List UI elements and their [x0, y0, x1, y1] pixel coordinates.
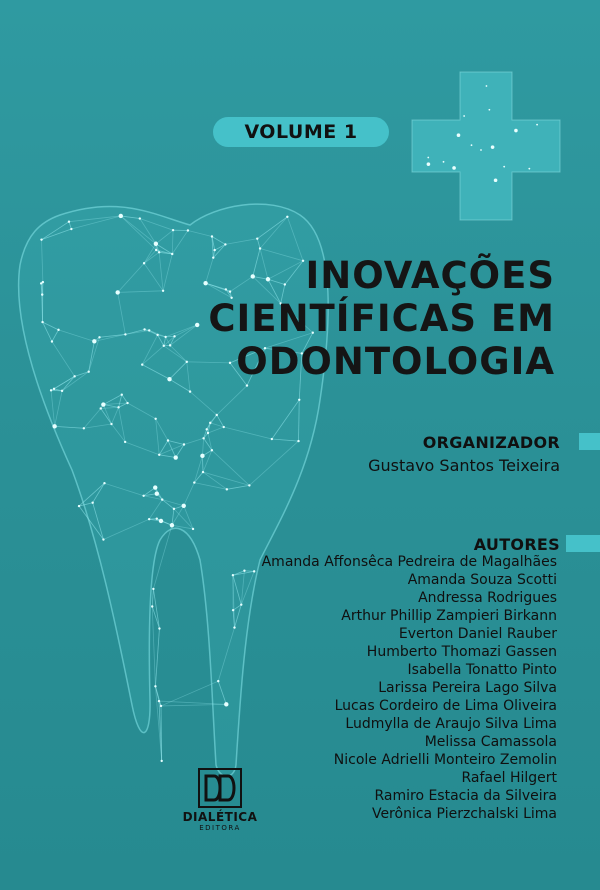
- book-title: [208, 254, 555, 383]
- author-name: Everton Daniel Rauber: [398, 626, 557, 642]
- author-name: Andressa Rodrigues: [418, 590, 557, 606]
- author-name: Arthur Phillip Zampieri Birkann: [341, 608, 557, 624]
- cross-sparkle: [471, 144, 473, 146]
- title-line-1: INOVAÇÕES: [305, 254, 555, 297]
- cross-sparkle: [463, 115, 465, 117]
- organizer-accent-bar: [579, 433, 600, 450]
- author-name: Verônica Pierzchalski Lima: [371, 806, 557, 822]
- author-name: Isabella Tonatto Pinto: [407, 662, 557, 678]
- author-name: Larissa Pereira Lago Silva: [378, 680, 557, 696]
- author-name: Melissa Camassola: [424, 734, 557, 750]
- title-line-3: ODONTOLOGIA: [236, 340, 555, 383]
- authors-list: [262, 553, 557, 823]
- cross-sparkle: [528, 168, 530, 170]
- cross-sparkle: [443, 161, 445, 163]
- authors-label: AUTORES: [473, 535, 560, 554]
- cross-sparkle: [488, 109, 490, 111]
- dialetica-logo-icon: [198, 768, 242, 808]
- organizer-name: Gustavo Santos Teixeira: [368, 456, 560, 475]
- title-line-2: CIENTÍFICAS EM: [208, 297, 555, 340]
- author-name: Rafael Hilgert: [461, 770, 557, 786]
- publisher-logo: [175, 768, 265, 868]
- organizer-label: ORGANIZADOR: [422, 433, 560, 452]
- publisher-name: DIALÉTICA: [182, 810, 258, 824]
- cross-sparkle: [457, 133, 461, 137]
- cross-sparkle: [480, 149, 482, 151]
- cross-sparkle: [486, 85, 488, 87]
- volume-badge: VOLUME 1: [213, 117, 389, 147]
- author-name: Nicole Adrielli Monteiro Zemolin: [333, 752, 557, 768]
- cross-sparkle: [536, 124, 538, 126]
- cross-sparkle: [427, 162, 431, 166]
- publisher-subtitle: EDITORA: [199, 824, 241, 832]
- author-name: Amanda Souza Scotti: [407, 572, 557, 588]
- author-name: Ludmylla de Araujo Silva Lima: [345, 716, 557, 732]
- cross-sparkle: [491, 145, 495, 149]
- cross-sparkle: [494, 178, 498, 182]
- cross-sparkle: [427, 157, 429, 159]
- cross-sparkle: [514, 129, 518, 133]
- authors-accent-bar: [566, 535, 600, 552]
- author-name: Lucas Cordeiro de Lima Oliveira: [334, 698, 557, 714]
- cross-sparkle: [503, 166, 505, 168]
- author-name: Ramiro Estacia da Silveira: [374, 788, 557, 804]
- author-name: Amanda Affonsêca Pedreira de Magalhães: [261, 554, 557, 570]
- author-name: Humberto Thomazi Gassen: [366, 644, 557, 660]
- cross-sparkle: [452, 166, 456, 170]
